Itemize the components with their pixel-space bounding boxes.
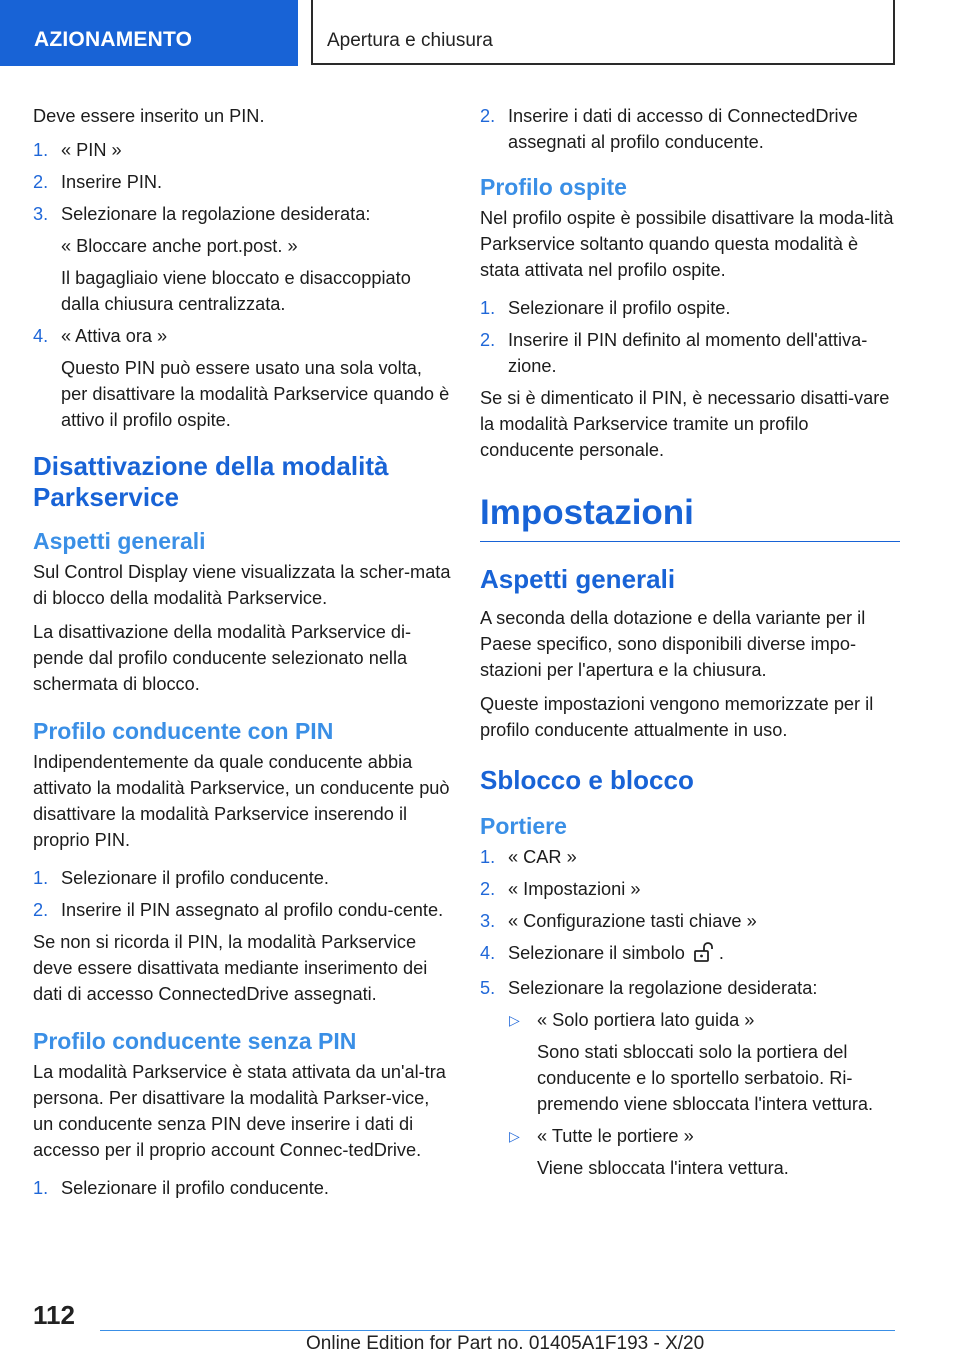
settings-paragraph-1: A seconda della dotazione e della variante per il Paese specifico, sono disponibili diverse impo-stazioni per l'apertura e la chiusura. (480, 608, 866, 680)
heading-profile-with-pin: Profilo conducente con PIN (33, 718, 334, 744)
step-text: Selezionare il profilo conducente. (61, 868, 329, 888)
list-item (33, 865, 451, 891)
step-number: 2. (33, 900, 49, 920)
unlock-icon (693, 942, 715, 969)
heading-disable-parkservice: Disattivazione della modalità Parkservice (33, 451, 389, 512)
step-number: 1. (480, 847, 496, 867)
intro-paragraph: Deve essere inserito un PIN. (33, 106, 265, 126)
list-item (480, 908, 900, 934)
step-text: « Impostazioni » (508, 879, 641, 899)
step-number: 1. (480, 298, 496, 318)
option-label: « Tutte le portiere » (537, 1126, 694, 1146)
option-description: Sono stati sbloccati solo la portiera del conducente e lo sportello serbatoio. Ri-premendo viene sbloccata l'intera vettura. (537, 1042, 874, 1114)
list-item (480, 295, 900, 321)
option-item (508, 1007, 900, 1117)
step-number: 1. (33, 140, 49, 160)
footer-edition: Online Edition for Part no. 01405A1F193 - X/20 (306, 1333, 705, 1354)
step-text: « Configurazione tasti chiave » (508, 911, 757, 931)
page-number: 112 (33, 1300, 75, 1330)
page-header-title: Apertura e chiusura (327, 30, 493, 51)
section-label: AZIONAMENTO (34, 28, 193, 51)
list-item (33, 201, 451, 317)
step-number: 2. (480, 106, 496, 126)
step-text: Inserire il PIN assegnato al profilo condu-cente. (61, 900, 444, 920)
step-option: « Bloccare anche port.post. » (61, 236, 298, 256)
heading-settings-general: Aspetti generali (480, 564, 676, 594)
step-suffix: . (718, 943, 724, 963)
step-number: 2. (480, 330, 496, 350)
heading-profile-without-pin: Profilo conducente senza PIN (33, 1028, 357, 1054)
step-text: Inserire i dati di accesso di ConnectedDrive assegnati al profilo conducente. (508, 106, 858, 152)
triangle-right-icon: ▷ (509, 1012, 520, 1028)
heading-settings: Impostazioni (480, 493, 900, 542)
step-number: 4. (33, 326, 49, 346)
step-text: « Attiva ora » (61, 326, 168, 346)
step-number: 1. (33, 1178, 49, 1198)
step-note: Il bagagliaio viene bloccato e disaccoppiato dalla chiusura centralizzata. (61, 268, 411, 314)
section-tab (0, 0, 298, 66)
step-number: 3. (33, 204, 49, 224)
list-item (480, 327, 900, 379)
list-item (480, 103, 900, 155)
step-number: 2. (33, 172, 49, 192)
list-item (480, 940, 900, 969)
step-number: 5. (480, 978, 496, 998)
step-note: Questo PIN può essere usato una sola volta, per disattivare la modalità Parkservice quando è attivo il profilo ospite. (61, 358, 450, 430)
step-text: Inserire PIN. (61, 172, 163, 192)
step-text: Selezionare la regolazione desiderata: (508, 978, 818, 998)
step-text: « PIN » (61, 140, 122, 160)
list-item (33, 1175, 451, 1201)
heading-unlock-lock: Sblocco e blocco (480, 765, 694, 795)
step-number: 1. (33, 868, 49, 888)
option-description: Viene sbloccata l'intera vettura. (537, 1158, 789, 1178)
heading-general-aspects: Aspetti generali (33, 528, 206, 554)
list-item (480, 876, 900, 902)
page-header (311, 0, 895, 65)
triangle-right-icon: ▷ (509, 1128, 520, 1144)
step-text: Selezionare il profilo conducente. (61, 1178, 329, 1198)
settings-paragraph-2: Queste impostazioni vengono memorizzate per il profilo conducente attualmente in uso. (480, 694, 874, 740)
step-text: Inserire il PIN definito al momento dell'attiva-zione. (508, 330, 868, 376)
general-paragraph-2: La disattivazione della modalità Parkservice di-pende dal profilo conducente selezionato nella schermata di blocco. (33, 622, 412, 694)
option-item (508, 1123, 900, 1181)
list-item (33, 897, 451, 923)
step-text: Selezionare il simbolo (508, 943, 685, 963)
general-paragraph-1: Sul Control Display viene visualizzata la scher-mata di blocco della modalità Parkservice. (33, 562, 451, 608)
list-item (33, 169, 451, 195)
step-number: 3. (480, 911, 496, 931)
heading-guest-profile: Profilo ospite (480, 174, 627, 200)
step-number: 2. (480, 879, 496, 899)
step-text: Selezionare il profilo ospite. (508, 298, 731, 318)
list-item (33, 137, 451, 163)
heading-doors: Portiere (480, 813, 567, 839)
with-pin-paragraph-2: Se non si ricorda il PIN, la modalità Parkservice deve essere disattivata mediante inserimento dei dati di accesso ConnectedDrive assegnati. (33, 932, 428, 1004)
guest-paragraph: Nel profilo ospite è possibile disattivare la moda-lità Parkservice soltanto quando questa modalità è stata attivata nel profilo ospite. (480, 208, 894, 280)
right-column (480, 103, 900, 1187)
with-pin-paragraph: Indipendentemente da quale conducente abbia attivato la modalità Parkservice, un conducente può disattivare la modalità Parkservice inserendo il proprio PIN. (33, 752, 450, 850)
footer-divider (100, 1330, 895, 1331)
list-item (33, 323, 451, 433)
step-text: Selezionare la regolazione desiderata: (61, 204, 371, 224)
list-item (480, 844, 900, 870)
guest-paragraph-2: Se si è dimenticato il PIN, è necessario disatti-vare la modalità Parkservice tramite un profilo conducente personale. (480, 388, 890, 460)
left-column (33, 103, 451, 1207)
without-pin-paragraph: La modalità Parkservice è stata attivata da un'al-tra persona. Per disattivare la modalità Parkser-vice, un conducente senza PIN deve inserire i dati di accesso per il proprio account Connec-tedDrive. (33, 1062, 446, 1160)
step-text: « CAR » (508, 847, 577, 867)
list-item (480, 975, 900, 1181)
option-label: « Solo portiera lato guida » (537, 1010, 755, 1030)
step-number: 4. (480, 943, 496, 963)
